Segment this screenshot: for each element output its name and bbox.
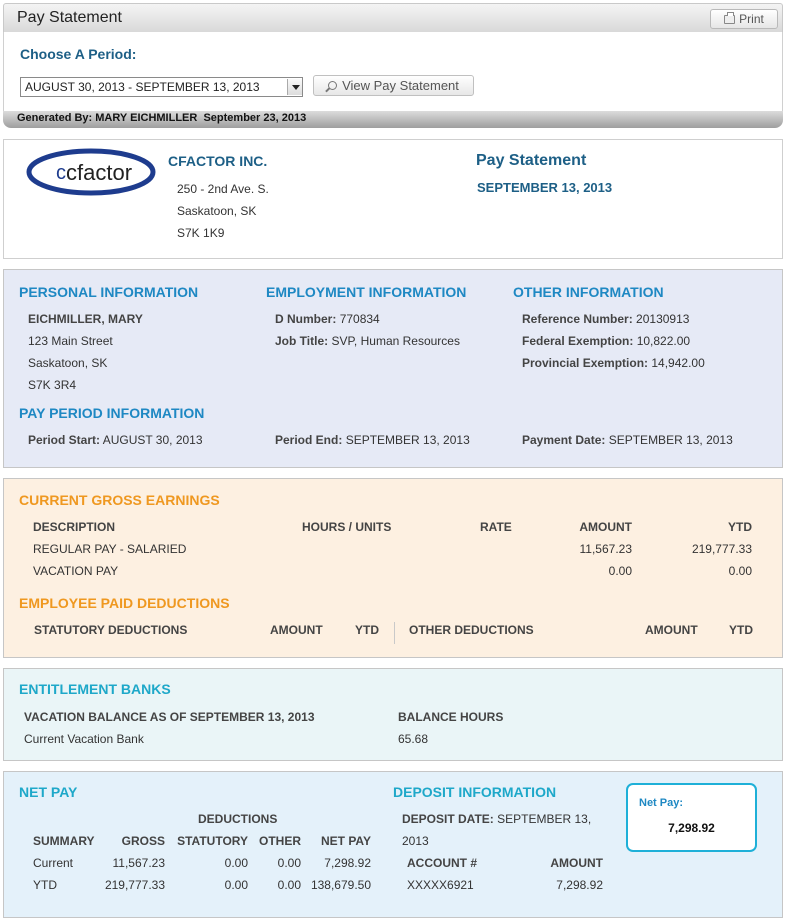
earning-row-description: REGULAR PAY - SALARIED bbox=[33, 542, 187, 556]
col-other: OTHER bbox=[259, 834, 301, 848]
job-title-value: SVP, Human Resources bbox=[331, 334, 460, 348]
col-gross: GROSS bbox=[121, 834, 165, 848]
col-statutory-deductions: STATUTORY DEDUCTIONS bbox=[34, 623, 188, 637]
deposit-info-heading: DEPOSIT INFORMATION bbox=[393, 784, 557, 800]
period-end-value: SEPTEMBER 13, 2013 bbox=[345, 433, 470, 447]
employment-info-heading: EMPLOYMENT INFORMATION bbox=[266, 284, 467, 300]
col-deposit-amount: AMOUNT bbox=[550, 856, 603, 870]
personal-info-section bbox=[3, 269, 783, 468]
net-pay-highlight-box bbox=[626, 783, 757, 852]
printer-icon bbox=[724, 15, 735, 24]
net-pay-section bbox=[3, 771, 783, 918]
generated-prefix: Generated By: bbox=[17, 112, 93, 124]
logo-text: cfactor bbox=[66, 160, 133, 185]
deductions-divider bbox=[394, 622, 395, 644]
provincial-exemption-value: 14,942.00 bbox=[651, 356, 705, 370]
col-statutory-ytd: YTD bbox=[355, 623, 379, 637]
pay-period-heading: PAY PERIOD INFORMATION bbox=[19, 405, 205, 421]
summary-row-other: 0.00 bbox=[277, 878, 301, 892]
job-title-label: Job Title: bbox=[275, 334, 329, 348]
personal-info-heading: PERSONAL INFORMATION bbox=[19, 284, 199, 300]
earnings-section bbox=[3, 478, 783, 658]
provincial-exemption-label: Provincial Exemption: bbox=[522, 356, 649, 370]
payment-date-label: Payment Date: bbox=[522, 433, 606, 447]
col-amount: AMOUNT bbox=[579, 520, 632, 534]
employee-address-line2: Saskatoon, SK bbox=[28, 356, 108, 370]
earning-row-description: VACATION PAY bbox=[33, 564, 119, 578]
payment-date-value: SEPTEMBER 13, 2013 bbox=[608, 433, 733, 447]
period-chooser bbox=[3, 32, 783, 112]
cfactor-logo bbox=[26, 148, 156, 196]
reference-number-label: Reference Number: bbox=[522, 312, 633, 326]
job-title bbox=[275, 334, 460, 348]
chevron-down-icon[interactable] bbox=[287, 79, 302, 95]
entitlement-heading: ENTITLEMENT BANKS bbox=[19, 681, 171, 697]
window-title: Pay Statement bbox=[17, 9, 122, 26]
deposit-date-value-line1: SEPTEMBER 13, bbox=[497, 812, 592, 826]
col-statutory-amount: AMOUNT bbox=[270, 623, 323, 637]
net-pay-box-label: Net Pay: bbox=[639, 797, 684, 809]
net-pay-heading: NET PAY bbox=[19, 784, 78, 800]
company-name: CFACTOR INC. bbox=[168, 153, 268, 169]
col-summary: SUMMARY bbox=[33, 834, 95, 848]
entitlement-section bbox=[3, 668, 783, 761]
view-pay-statement-label: View Pay Statement bbox=[342, 78, 459, 93]
period-select-value: AUGUST 30, 2013 - SEPTEMBER 13, 2013 bbox=[25, 80, 260, 94]
period-select[interactable] bbox=[20, 77, 303, 97]
col-other-amount: AMOUNT bbox=[645, 623, 698, 637]
summary-row-other: 0.00 bbox=[277, 856, 301, 870]
period-start bbox=[28, 433, 203, 447]
choose-period-label: Choose A Period: bbox=[20, 46, 137, 62]
employee-address-line3: S7K 3R4 bbox=[28, 378, 77, 392]
col-ytd: YTD bbox=[728, 520, 752, 534]
balance-hours-label: BALANCE HOURS bbox=[398, 710, 504, 724]
deductions-heading: EMPLOYEE PAID DEDUCTIONS bbox=[19, 595, 230, 611]
federal-exemption bbox=[522, 334, 690, 348]
employee-id-label: D Number: bbox=[275, 312, 337, 326]
col-hours: HOURS / UNITS bbox=[302, 520, 392, 534]
col-net-pay: NET PAY bbox=[320, 834, 371, 848]
print-button[interactable] bbox=[710, 9, 778, 29]
deposit-account: XXXXX6921 bbox=[407, 878, 474, 892]
employee-id-value: 770834 bbox=[339, 312, 380, 326]
company-address-line2: Saskatoon, SK bbox=[177, 204, 257, 218]
col-statutory: STATUTORY bbox=[177, 834, 248, 848]
deposit-date-label: DEPOSIT DATE: bbox=[402, 812, 494, 826]
statement-title: Pay Statement bbox=[476, 152, 587, 169]
employee-id bbox=[275, 312, 380, 326]
earning-row-ytd: 219,777.33 bbox=[691, 542, 752, 556]
federal-exemption-value: 10,822.00 bbox=[636, 334, 691, 348]
summary-row-statutory: 0.00 bbox=[224, 856, 248, 870]
search-icon bbox=[328, 81, 337, 90]
generated-by-name: MARY EICHMILLER bbox=[95, 112, 198, 124]
company-address-line3: S7K 1K9 bbox=[177, 226, 225, 240]
summary-row-net: 7,298.92 bbox=[324, 856, 371, 870]
net-deductions-label: DEDUCTIONS bbox=[198, 812, 278, 826]
vacation-bank-hours: 65.68 bbox=[398, 732, 429, 746]
vacation-bank-name: Current Vacation Bank bbox=[24, 732, 144, 746]
title-bar bbox=[3, 3, 783, 32]
col-other-deductions: OTHER DEDUCTIONS bbox=[409, 623, 534, 637]
col-account: ACCOUNT # bbox=[407, 856, 478, 870]
other-info-heading: OTHER INFORMATION bbox=[513, 284, 664, 300]
col-other-ytd: YTD bbox=[729, 623, 753, 637]
deposit-date-value-line2: 2013 bbox=[402, 834, 429, 848]
summary-row-gross: 11,567.23 bbox=[112, 856, 165, 870]
summary-row-label: Current bbox=[33, 856, 74, 870]
col-rate: RATE bbox=[480, 520, 512, 534]
summary-row-statutory: 0.00 bbox=[224, 878, 248, 892]
company-address-line1: 250 - 2nd Ave. S. bbox=[177, 182, 269, 196]
statement-date: SEPTEMBER 13, 2013 bbox=[477, 180, 613, 195]
gross-earnings-heading: CURRENT GROSS EARNINGS bbox=[19, 492, 220, 508]
earning-row-ytd: 0.00 bbox=[728, 564, 752, 578]
reference-number bbox=[522, 312, 689, 326]
summary-row-label: YTD bbox=[33, 878, 57, 892]
earning-row-amount: 0.00 bbox=[608, 564, 632, 578]
deposit-amount: 7,298.92 bbox=[556, 878, 603, 892]
employee-address-line1: 123 Main Street bbox=[28, 334, 113, 348]
employee-name: EICHMILLER, MARY bbox=[28, 312, 143, 326]
period-end-label: Period End: bbox=[275, 433, 343, 447]
provincial-exemption bbox=[522, 356, 705, 370]
summary-row-net: 138,679.50 bbox=[310, 878, 371, 892]
net-pay-box-value: 7,298.92 bbox=[668, 821, 715, 835]
generated-by-bar bbox=[3, 111, 783, 128]
period-start-label: Period Start: bbox=[28, 433, 101, 447]
reference-number-value: 20130913 bbox=[636, 312, 690, 326]
period-start-value: AUGUST 30, 2013 bbox=[102, 433, 203, 447]
period-end bbox=[275, 433, 470, 447]
svg-text:c: c bbox=[56, 162, 66, 184]
federal-exemption-label: Federal Exemption: bbox=[522, 334, 634, 348]
col-description: DESCRIPTION bbox=[33, 520, 116, 534]
generated-date: September 23, 2013 bbox=[203, 112, 307, 124]
vacation-balance-label: VACATION BALANCE AS OF SEPTEMBER 13, 2013 bbox=[24, 710, 315, 724]
view-pay-statement-button[interactable] bbox=[313, 75, 474, 96]
summary-row-gross: 219,777.33 bbox=[104, 878, 165, 892]
earning-row-amount: 11,567.23 bbox=[579, 542, 632, 556]
deposit-date bbox=[402, 812, 591, 826]
company-header bbox=[3, 139, 783, 259]
print-label: Print bbox=[739, 12, 764, 26]
payment-date bbox=[522, 433, 733, 447]
